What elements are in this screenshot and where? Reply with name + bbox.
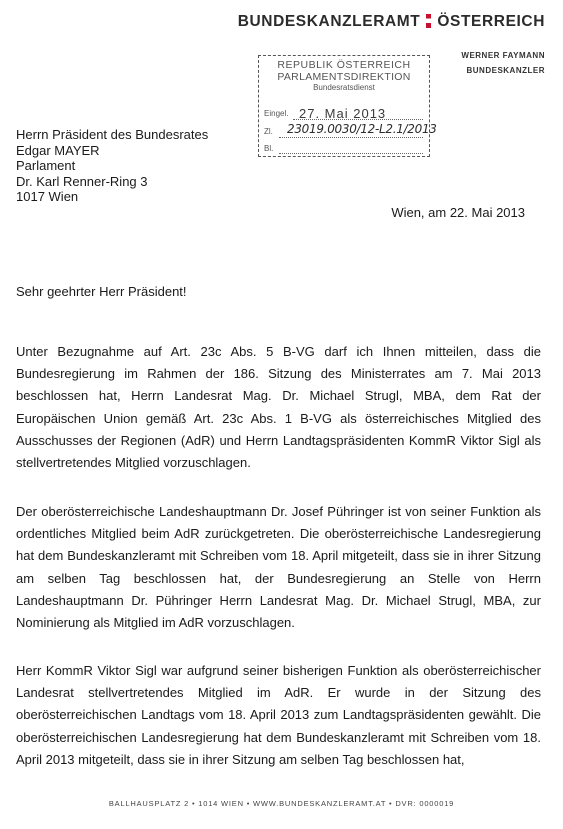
receipt-stamp: [258, 55, 437, 157]
austrian-flag-icon: [426, 14, 431, 28]
stamp-line-3: Bundesratsdienst: [313, 83, 375, 92]
sender-block: [461, 48, 545, 78]
bundeskanzleramt-logo: [238, 13, 545, 31]
stamp-line-1: REPUBLIK ÖSTERREICH: [277, 59, 411, 71]
stamp-label-bl: Bl.: [264, 144, 274, 153]
recipient-line: Parlament: [16, 158, 76, 173]
stamp-line-zl: [279, 137, 423, 138]
footer-address: BALLHAUSPLATZ 2 • 1014 WIEN • WWW.BUNDESKANZLERAMT.AT • DVR: 0000019: [108, 799, 455, 808]
stamp-line-bl: [279, 153, 423, 154]
paragraph-2: Der oberösterreichische Landeshauptmann Dr. Josef Pühringer ist von seiner Funktion als ordentliches Mitglied beim AdR zurückgetreten. Die oberösterreichische Landesregierung hat dem Bundeskanzleramt mit Schreiben vom 18. April mitgeteilt, dass sie in ihrer Sitzung am selben Tag beschlossen hat, der Bundesregierung an Stelle von Herrn Landeshauptmann Dr. Pühringer Herrn Landesrat Mag. Dr. Michael Strugl, MBA, zur Nominierung als Mitglied im AdR vorzuschlagen.: [16, 504, 541, 631]
logo-text-left: BUNDESKANZLERAMT: [237, 13, 421, 30]
paragraph-3: Herr KommR Viktor Sigl war aufgrund seiner bisherigen Funktion als oberösterreichischer Landesrat stellvertretendes Mitglied im AdR. Er wurde in der Sitzung des oberösterreichischen Landtags vom 18. April 2013 zum Landtagspräsidenten gewählt. Die oberösterreichischen Landesregierung hat dem Bundeskanzleramt mit Schreiben vom 18. April 2013 mitgeteilt, dass sie in ihrer Sitzung am selben Tag beschlossen hat,: [16, 663, 541, 767]
stamp-date: 27. Mai 2013: [299, 106, 387, 121]
sender-name: WERNER FAYMANN: [461, 51, 545, 60]
recipient-address: [16, 127, 208, 205]
stamp-label-eingel: Eingel.: [264, 109, 289, 118]
recipient-line: Herrn Präsident des Bundesrates: [16, 127, 209, 142]
logo-text-right: ÖSTERREICH: [437, 13, 545, 30]
paragraph-1: Unter Bezugnahme auf Art. 23c Abs. 5 B-VG darf ich Ihnen mitteilen, dass die Bundesregierung im Rahmen der 186. Sitzung des Ministerrates am 7. Mai 2013 beschlossen hat, Herrn Landesrat Mag. Dr. Michael Strugl, MBA, dem Rat der Europäischen Union gemäß Art. 23c Abs. 1 B-VG als österreichisches Mitglied des Ausschusses der Regionen (AdR) und Herrn Landtagspräsidenten KommR Viktor Sigl als stellvertretendes Mitglied vorzuschlagen.: [16, 344, 541, 471]
letter-date: Wien, am 22. Mai 2013: [391, 205, 525, 220]
sender-title: BUNDESKANZLER: [466, 66, 545, 75]
recipient-line: Dr. Karl Renner-Ring 3: [16, 173, 148, 189]
salutation: Sehr geehrter Herr Präsident!: [16, 284, 187, 299]
stamp-label-zl: Zl.: [264, 127, 273, 136]
stamp-reference: 23019.0030/12-L2.1/2013: [287, 122, 437, 136]
recipient-line: 1017 Wien: [16, 189, 79, 204]
recipient-line: Edgar MAYER: [16, 142, 100, 158]
stamp-line-2: PARLAMENTSDIREKTION: [277, 71, 411, 83]
